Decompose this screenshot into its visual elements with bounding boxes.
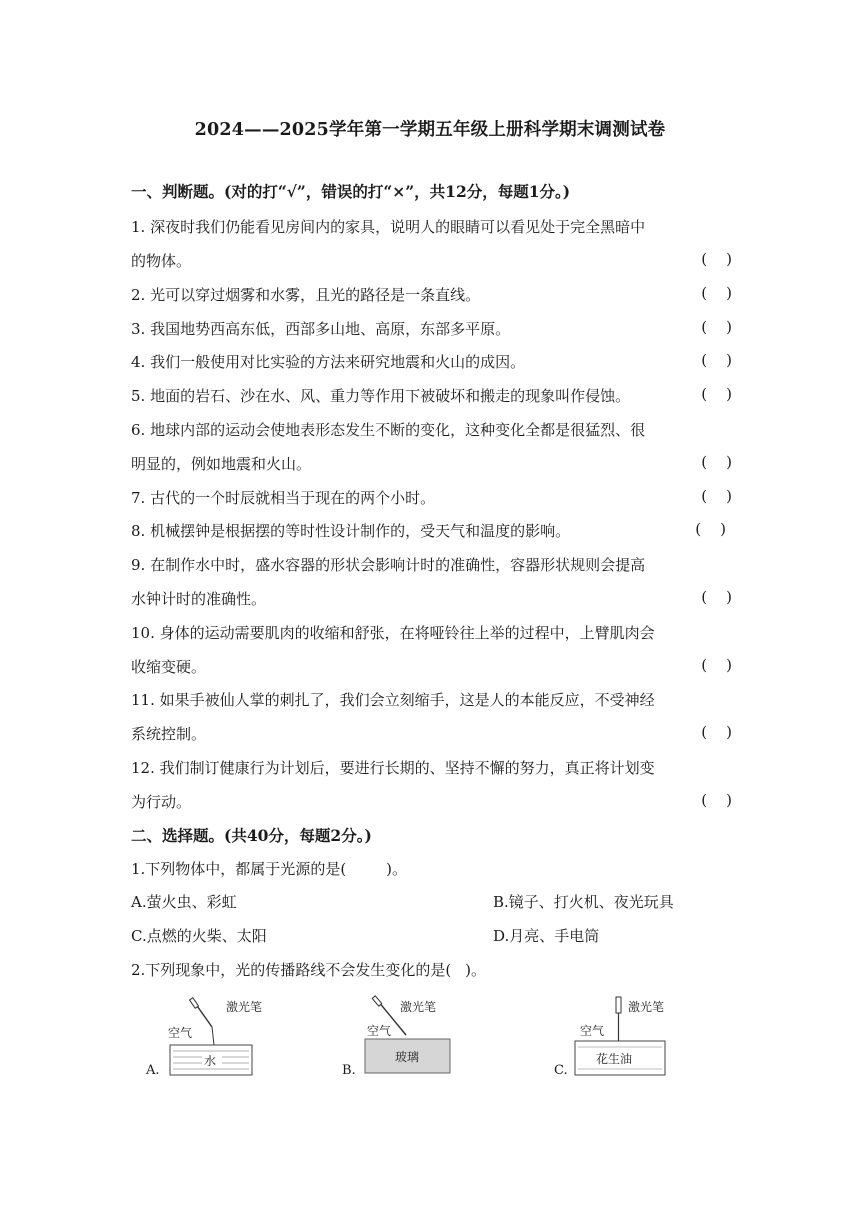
stem-text: )。 (386, 860, 408, 878)
q9-line2: 水钟计时的准确性。 (131, 590, 267, 608)
laser-label: 激光笔 (628, 1000, 665, 1014)
option-d[interactable]: D.月亮、手电筒 (493, 927, 600, 945)
q6-line2: 明显的，例如地震和火山。 (131, 455, 312, 473)
answer-paren[interactable]: ( ) (701, 723, 732, 741)
laser-label: 激光笔 (400, 1000, 437, 1014)
figure-label: B. (342, 1063, 356, 1078)
q6-line1: 6. 地球内部的运动会使地表形态发生不断的变化，这种变化全都是很猛烈、很 (131, 421, 646, 439)
answer-paren[interactable]: ( ) (701, 453, 732, 471)
q2-text: 2. 光可以穿过烟雾和水雾，且光的路径是一条直线。 (131, 286, 481, 304)
answer-paren[interactable]: ( ) (701, 351, 732, 369)
laser-pen-icon (372, 996, 381, 1006)
stem-text: )。 (465, 961, 487, 979)
answer-paren[interactable]: ( ) (701, 588, 732, 606)
air-label: 空气 (580, 1024, 605, 1038)
q1-line2: 的物体。 (131, 252, 192, 270)
q12-line1: 12. 我们制订健康行为计划后，要进行长期的、坚持不懈的努力，真正将计划变 (131, 759, 655, 777)
figure-label: A. (146, 1063, 160, 1078)
answer-paren[interactable]: ( ) (701, 385, 732, 403)
air-label: 空气 (367, 1024, 392, 1038)
medium-label: 花生油 (596, 1052, 633, 1066)
q10-line1: 10. 身体的运动需要肌肉的收缩和舒张，在将哑铃往上举的过程中，上臂肌肉会 (131, 624, 655, 642)
q7-text: 7. 古代的一个时辰就相当于现在的两个小时。 (131, 489, 436, 507)
answer-paren[interactable]: ( ) (701, 791, 732, 809)
air-label: 空气 (168, 1026, 193, 1040)
q3-text: 3. 我国地势西高东低，西部多山地、高原，东部多平原。 (131, 320, 511, 338)
q11-line2: 系统控制。 (131, 725, 207, 743)
q4-text: 4. 我们一般使用对比实验的方法来研究地震和火山的成因。 (131, 353, 526, 371)
answer-paren[interactable]: ( ) (701, 284, 732, 302)
stem-text: 1.下列物体中，都属于光源的是( (131, 860, 347, 878)
q11-line1: 11. 如果手被仙人掌的刺扎了，我们会立刻缩手，这是人的本能反应，不受神经 (131, 691, 655, 709)
section1-heading: 一、判断题。(对的打“√”，错误的打“×”，共12分，每题1分。) (131, 182, 571, 201)
q10-line2: 收缩变硬。 (131, 658, 207, 676)
figure-c-diagram (550, 995, 680, 1085)
figure-b[interactable] (340, 995, 470, 1085)
stem-text: 2.下列现象中，光的传播路线不会发生变化的是( (131, 961, 452, 979)
answer-paren[interactable]: ( ) (701, 656, 732, 674)
q1-line1: 1. 深夜时我们仍能看见房间内的家具，说明人的眼睛可以看见处于完全黑暗中 (131, 218, 646, 236)
medium-label: 玻璃 (395, 1050, 420, 1064)
figure-b-diagram (340, 995, 470, 1085)
medium-label: 水 (204, 1054, 217, 1068)
option-c[interactable]: C.点燃的火柴、太阳 (131, 927, 267, 945)
q12-line2: 为行动。 (131, 793, 192, 811)
q5-text: 5. 地面的岩石、沙在水、风、重力等作用下被破坏和搬走的现象叫作侵蚀。 (131, 387, 631, 405)
q8-text: 8. 机械摆钟是根据摆的等时性设计制作的，受天气和温度的影响。 (131, 522, 571, 540)
option-b[interactable]: B.镜子、打火机、夜光玩具 (493, 893, 674, 911)
laser-label: 激光笔 (226, 1000, 263, 1014)
answer-paren[interactable]: ( ) (701, 318, 732, 336)
answer-paren[interactable]: ( ) (701, 250, 732, 268)
q9-line1: 9. 在制作水中时，盛水容器的形状会影响计时的准确性，容器形状规则会提高 (131, 556, 646, 574)
figure-c[interactable] (550, 995, 680, 1085)
light-beam (212, 1027, 214, 1045)
page-title: 2024——2025学年第一学期五年级上册科学期末调测试卷 (194, 120, 666, 140)
section2-heading: 二、选择题。(共40分，每题2分。) (131, 826, 372, 845)
laser-pen-icon (189, 998, 198, 1008)
answer-paren[interactable]: ( ) (695, 520, 726, 538)
figure-a[interactable] (140, 995, 270, 1085)
option-a[interactable]: A.萤火虫、彩虹 (131, 893, 237, 911)
figure-label: C. (554, 1063, 568, 1078)
answer-paren[interactable]: ( ) (701, 487, 732, 505)
choice-q1-stem (131, 858, 407, 879)
laser-pen-icon (616, 997, 621, 1013)
choice-q2-stem (131, 959, 486, 980)
